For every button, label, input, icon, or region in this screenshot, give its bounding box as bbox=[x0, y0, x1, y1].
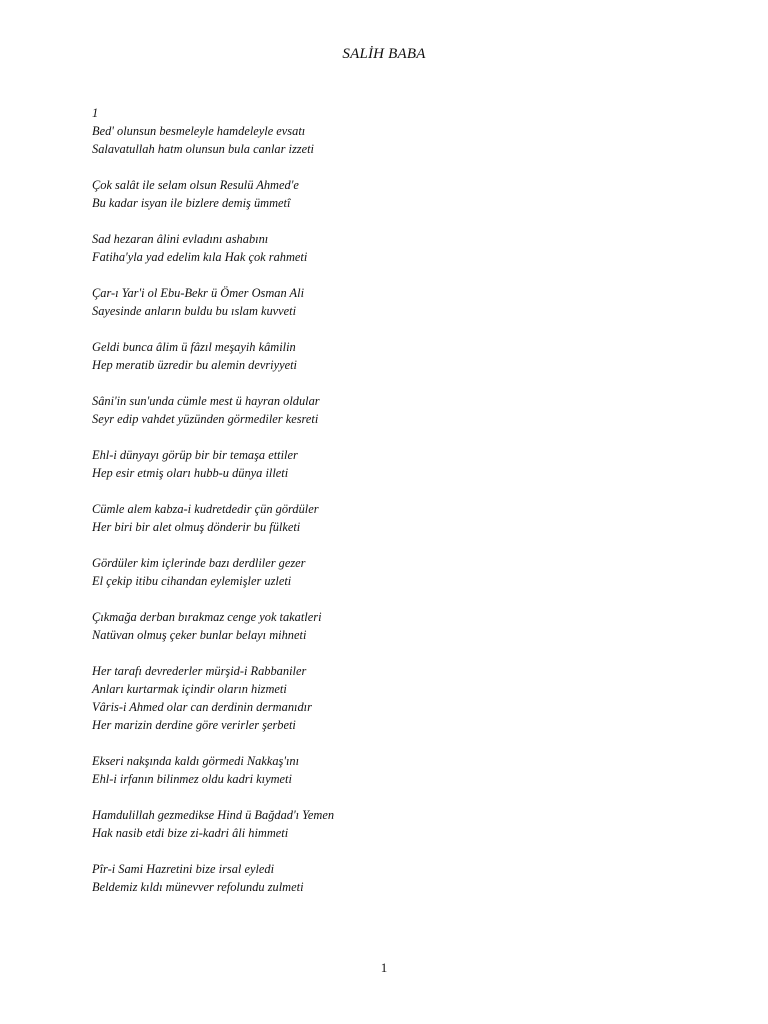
poem-line: Gördüler kim içlerinde bazı derdliler gezer bbox=[92, 556, 306, 570]
poem-line: Bu kadar isyan ile bizlere demiş ümmetî bbox=[92, 196, 291, 210]
stanza bbox=[92, 284, 692, 320]
poem-line: Anları kurtarmak içindir oların hizmeti bbox=[92, 682, 287, 696]
poem-body bbox=[92, 104, 692, 914]
poem-line: Bed' olunsun besmeleyle hamdeleyle evsatı bbox=[92, 124, 306, 138]
poem-line: Ekseri nakşında kaldı görmedi Nakkaş'ını bbox=[92, 754, 300, 768]
stanza bbox=[92, 860, 692, 896]
stanza bbox=[92, 500, 692, 536]
poem-line: Hak nasib etdi bize zi-kadri âli himmeti bbox=[92, 826, 289, 840]
stanza bbox=[92, 752, 692, 788]
poem-line: Her biri bir alet olmuş dönderir bu fülketi bbox=[92, 520, 301, 534]
stanza bbox=[92, 608, 692, 644]
stanza bbox=[92, 338, 692, 374]
poem-line: Hep esir etmiş oları hubb-u dünya illeti bbox=[92, 466, 289, 480]
poem-line: Geldi bunca âlim ü fâzıl meşayih kâmilin bbox=[92, 340, 296, 354]
poem-line: Çıkmağa derban bırakmaz cenge yok takatleri bbox=[92, 610, 322, 624]
poem-line: Her tarafı devrederler mürşid-i Rabbaniler bbox=[92, 664, 307, 678]
poem-line: Ehl-i dünyayı görüp bir bir temaşa ettiler bbox=[92, 448, 298, 462]
poem-line: Pîr-i Sami Hazretini bize irsal eyledi bbox=[92, 862, 275, 876]
poem-line: Salavatullah hatm olunsun bula canlar izzeti bbox=[92, 142, 314, 156]
poem-line: Çar-ı Yar'i ol Ebu-Bekr ü Ömer Osman Ali bbox=[92, 286, 305, 300]
poem-line: Sad hezaran âlini evladını ashabını bbox=[92, 232, 269, 246]
poem-line: Çok salât ile selam olsun Resulü Ahmed'e bbox=[92, 178, 299, 192]
poem-line: El çekip itibu cihandan eylemişler uzleti bbox=[92, 574, 292, 588]
poem-line: Seyr edip vahdet yüzünden görmediler kesreti bbox=[92, 412, 319, 426]
poem-line: Fatiha'yla yad edelim kıla Hak çok rahmeti bbox=[92, 250, 308, 264]
poem-line: Her marizin derdine göre verirler şerbeti bbox=[92, 718, 296, 732]
poem-line: Beldemiz kıldı münevver refolundu zulmeti bbox=[92, 880, 304, 894]
poem-line: Natüvan olmuş çeker bunlar belayı mihneti bbox=[92, 628, 307, 642]
stanza bbox=[92, 230, 692, 266]
poem-line: Sayesinde anların buldu bu ıslam kuvveti bbox=[92, 304, 297, 318]
stanza bbox=[92, 806, 692, 842]
poem-line: Hamdulillah gezmedikse Hind ü Bağdad'ı Yemen bbox=[92, 808, 335, 822]
page-number: 1 bbox=[380, 960, 388, 975]
stanza bbox=[92, 446, 692, 482]
poem-line: Vâris-i Ahmed olar can derdinin dermanıdır bbox=[92, 700, 312, 714]
poem-line: Hep meratib üzredir bu alemin devriyyeti bbox=[92, 358, 297, 372]
poem-line: Cümle alem kabza-i kudretdedir çün gördüler bbox=[92, 502, 319, 516]
stanza bbox=[92, 662, 692, 734]
poem-number: 1 bbox=[92, 106, 99, 120]
stanza-list bbox=[92, 122, 692, 896]
stanza bbox=[92, 554, 692, 590]
stanza bbox=[92, 176, 692, 212]
document-title: SALİH BABA bbox=[342, 46, 426, 62]
poem-line: Ehl-i irfanın bilinmez oldu kadri kıymeti bbox=[92, 772, 292, 786]
stanza bbox=[92, 122, 692, 158]
stanza bbox=[92, 392, 692, 428]
poem-line: Sâni'in sun'unda cümle mest ü hayran oldular bbox=[92, 394, 320, 408]
